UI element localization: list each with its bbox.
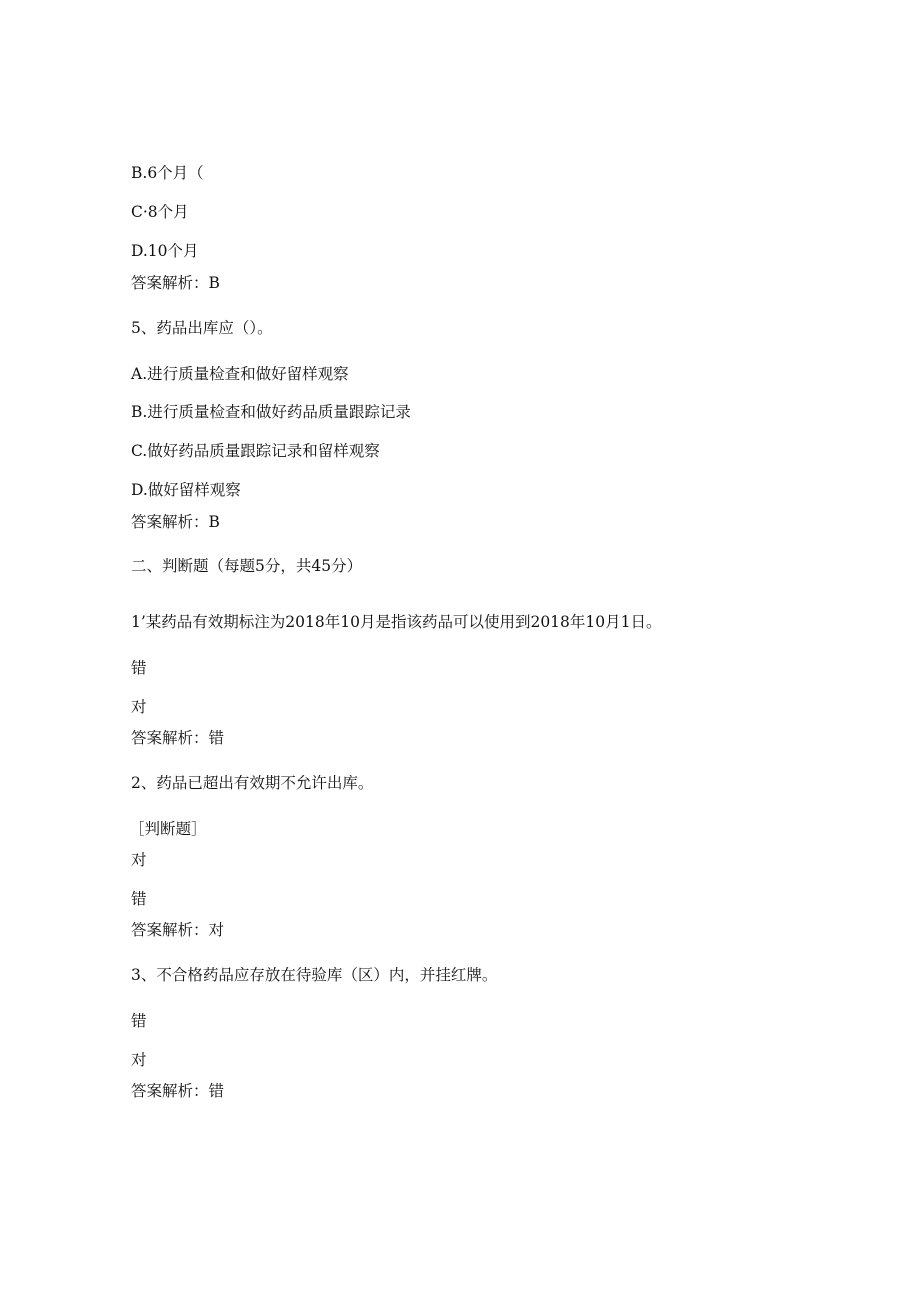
tf-q1-option-wrong: 错 (131, 659, 147, 677)
answer-q4: 答案解析：B (131, 274, 220, 292)
answer-q5: 答案解析：B (131, 513, 220, 531)
answer-tf-q2: 答案解析：对 (131, 921, 225, 939)
answer-tf-q3: 答案解析：错 (131, 1082, 225, 1100)
tf-q2-option-right: 对 (131, 851, 147, 869)
tf-q2-option-wrong: 错 (131, 890, 147, 908)
tf-q1-option-right: 对 (131, 698, 147, 716)
option-b-q4: B.6个月（ (131, 164, 204, 182)
option-c-q4: C·8个月 (131, 203, 189, 221)
option-d-q5: D.做好留样观察 (131, 481, 241, 499)
tf-question-1: 1’某药品有效期标注为2018年10月是指该药品可以使用到2018年10月1日。 (131, 613, 662, 631)
option-a-q5: A.进行质量检查和做好留样观察 (131, 365, 349, 383)
answer-tf-q1: 答案解析：错 (131, 729, 225, 747)
option-d-q4: D.10个月 (131, 242, 199, 260)
tf-question-3: 3、不合格药品应存放在待验库（区）内，并挂红牌。 (131, 966, 498, 984)
option-c-q5: C.做好药品质量跟踪记录和留样观察 (131, 442, 380, 460)
tf-question-2: 2、药品已超出有效期不允许出库。 (131, 774, 374, 792)
option-b-q5: B.进行质量检查和做好药品质量跟踪记录 (131, 403, 411, 421)
tf-q3-option-wrong: 错 (131, 1012, 147, 1030)
tf-q2-type-label: ［判断题］ (129, 820, 207, 838)
question-5: 5、药品出库应（）。 (131, 319, 273, 337)
tf-q3-option-right: 对 (131, 1051, 147, 1069)
section-heading-true-false: 二、判断题（每题5分，共45分） (131, 557, 363, 575)
